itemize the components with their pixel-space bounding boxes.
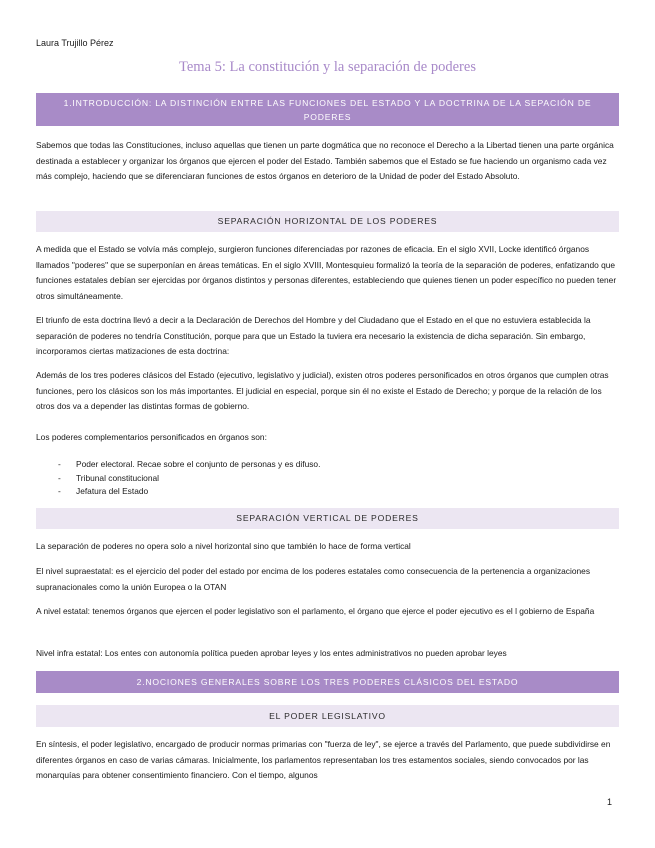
horizontal-paragraph-3: Además de los tres poderes clásicos del Estado (ejecutivo, legislativo y judicial), existen otros poderes personificados en otros órganos que cumplen otras funciones, pero los clásicos son los más importantes. El judicial en especial, porque sin él no existe el Estado de Derecho; y porque de la relación de los otros dos va a depender las distintas formas de gobierno. bbox=[36, 370, 609, 412]
list-item: - Poder electoral. Recae sobre el conjunto de personas y es difuso. bbox=[58, 458, 598, 472]
page-author: Laura Trujillo Pérez bbox=[36, 38, 114, 48]
list-item: - Jefatura del Estado bbox=[58, 485, 598, 499]
horizontal-paragraph-1: A medida que el Estado se volvía más complejo, surgieron funciones diferenciadas por razones de eficacia. En el siglo XVII, Locke identificó órganos llamados "poderes" que se superponían en áreas temáticas. En el siglo XVIII, Montesquieu formalizó la teoría de la separación de poderes, enfatizando que funciones estatales debían ser ejercidas por órganos distintos y personas diferentes, estableciendo que quienes tienen un poder específico no pueden tener otros simultáneamente. bbox=[36, 244, 617, 301]
vertical-paragraph-2: El nivel supraestatal: es el ejercicio del poder del estado por encima de los poderes estatales como consecuencia de la pertenencia a organizaciones supranacionales como la unión Europea o la OTAN bbox=[36, 566, 591, 592]
section-2-heading: 2.NOCIONES GENERALES SOBRE LOS TRES PODERES CLÁSICOS DEL ESTADO bbox=[36, 671, 619, 693]
section-1-heading-line1: 1.INTRODUCCIÓN: LA DISTINCIÓN ENTRE LAS FUNCIONES DEL ESTADO Y LA DOCTRINA DE LA SEPACIÓN DE bbox=[63, 98, 592, 108]
list-item: - Tribunal constitucional bbox=[58, 472, 598, 486]
vertical-paragraph-1: La separación de poderes no opera solo a nivel horizontal sino que también lo hace de forma vertical bbox=[36, 541, 411, 551]
horizontal-heading: SEPARACIÓN HORIZONTAL DE LOS PODERES bbox=[36, 211, 619, 232]
vertical-paragraph-3: A nivel estatal: tenemos órganos que ejercen el poder legislativo son el parlamento, el órgano que ejerce el poder ejecutivo es el l gobierno de España bbox=[36, 606, 595, 616]
vertical-heading: SEPARACIÓN VERTICAL DE PODERES bbox=[36, 508, 619, 529]
intro-paragraph: Sabemos que todas las Constituciones, incluso aquellas que tienen un parte dogmática que no reconoce el Derecho a la Libertad tienen una parte orgánica destinada a establecer y organizar los órganos que ejercen el poder del Estado. También sabemos que el Estado se fue haciendo un organismo cada vez más complejo, haciendo que se diferenciaran funciones de estos órganos en deterioro de la Unidad de poder del Estado Absoluto. bbox=[36, 140, 614, 182]
horizontal-paragraph-4: Los poderes complementarios personificados en órganos son: bbox=[36, 432, 267, 442]
section-1-heading bbox=[36, 93, 619, 126]
page-number: 1 bbox=[607, 797, 613, 807]
vertical-paragraph-4: Nivel infra estatal: Los entes con autonomía política pueden aprobar leyes y los entes administrativos no pueden aprobar leyes bbox=[36, 648, 507, 658]
legislativo-paragraph: En síntesis, el poder legislativo, encargado de producir normas primarias con "fuerza de ley", se ejerce a través del Parlamento, que puede subdividirse en diferentes órganos en caso de varias cámaras. Inicialmente, los parlamentos representaban los tres estamentos sociales, siendo convocados por las monarquías para obtener consentimiento financiero. Con el tiempo, algunos bbox=[36, 739, 611, 781]
horizontal-paragraph-2: El triunfo de esta doctrina llevó a decir a la Declaración de Derechos del Hombre y del Ciudadano que el Estado en el que no estuviera establecida la separación de poderes no tendría Constitución, porque para que un Estado la tuviera era necesario la existencia de dicha separación. Sin embargo, incorporamos ciertas matizaciones de esta doctrina: bbox=[36, 315, 591, 357]
section-1-heading-line2: PODERES bbox=[303, 112, 352, 122]
legislativo-heading: EL PODER LEGISLATIVO bbox=[36, 705, 619, 727]
complementary-powers-list bbox=[58, 458, 598, 499]
page-title: Tema 5: La constitución y la separación de poderes bbox=[179, 59, 476, 75]
